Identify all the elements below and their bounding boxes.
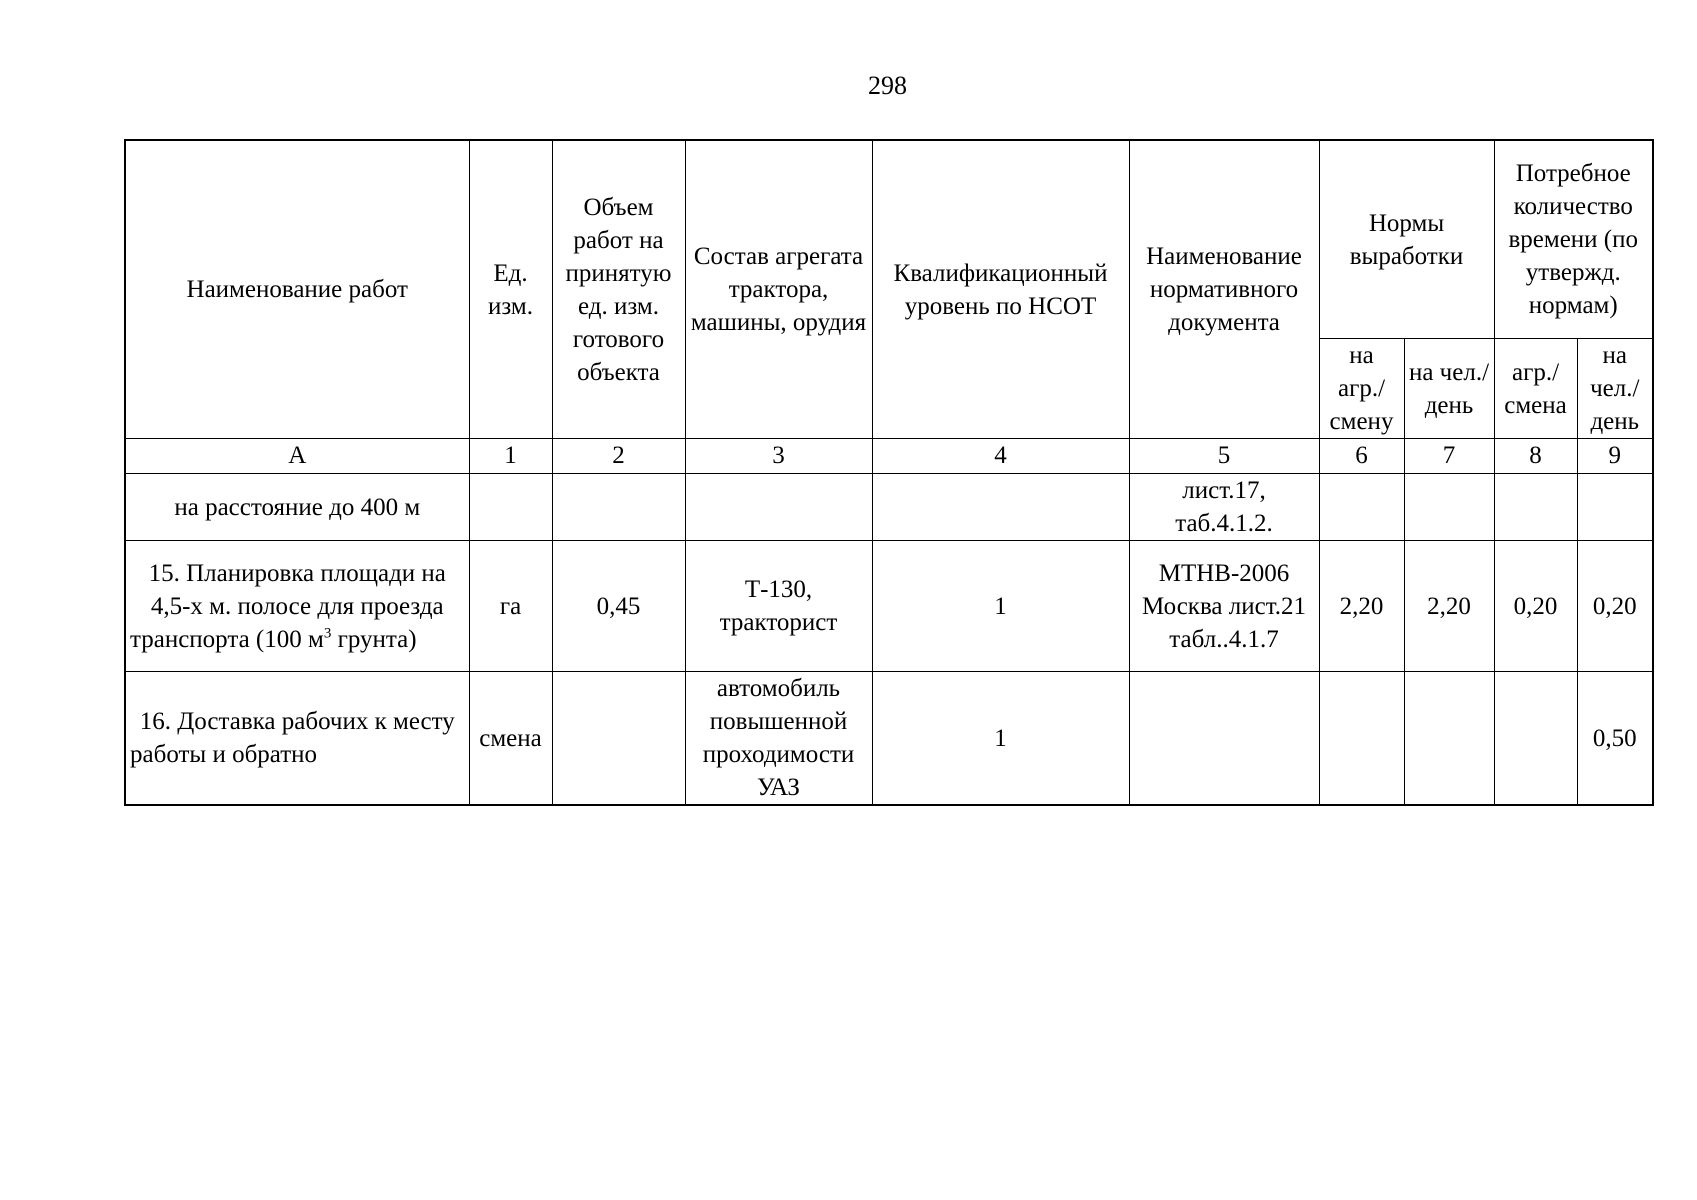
norm-agr-cell: 2,20 (1319, 541, 1404, 672)
qualification-cell (872, 474, 1129, 541)
work-name-cell: 16. Доставка рабочих к месту работы и обратно (125, 672, 469, 806)
subheader-time-unit-shift: агр./ смена (1494, 339, 1577, 439)
unit-cell (469, 474, 552, 541)
header-volume: Объем работ на принятую ед. изм. готового объекта (552, 140, 685, 439)
column-number: 1 (469, 439, 552, 474)
time-agr-cell (1494, 474, 1577, 541)
qualification-cell: 1 (872, 672, 1129, 806)
composition-cell (685, 474, 872, 541)
table-row (125, 541, 1653, 672)
norm-man-cell (1404, 672, 1494, 806)
header-work-name: Наименование работ (125, 140, 469, 439)
document-cell: лист.17, таб.4.1.2. (1129, 474, 1319, 541)
document-cell: МТНВ-2006 Москва лист.21 табл..4.1.7 (1129, 541, 1319, 672)
qualification-cell: 1 (872, 541, 1129, 672)
time-man-cell: 0,50 (1577, 672, 1653, 806)
subheader-time-per-man-day: на чел./ день (1577, 339, 1653, 439)
time-man-cell: 0,20 (1577, 541, 1653, 672)
superscript-exponent: 3 (323, 625, 332, 642)
unit-cell: га (469, 541, 552, 672)
document-cell (1129, 672, 1319, 806)
table-row (125, 672, 1653, 806)
unit-cell: смена (469, 672, 552, 806)
table-row (125, 474, 1653, 541)
column-number: 6 (1319, 439, 1404, 474)
norm-man-cell (1404, 474, 1494, 541)
norm-agr-cell (1319, 672, 1404, 806)
page-number: 298 (868, 71, 907, 100)
subheader-norm-per-unit-shift: на агр./ смену (1319, 339, 1404, 439)
header-composition: Состав агрегата трактора, машины, орудия (685, 140, 872, 439)
time-man-cell (1577, 474, 1653, 541)
header-required-time: Потребное количество времени (по утвержд. нормам) (1494, 140, 1653, 339)
column-number: 9 (1577, 439, 1653, 474)
time-agr-cell (1494, 672, 1577, 806)
composition-cell: Т-130, тракторист (685, 541, 872, 672)
header-document: Наименование нормативного документа (1129, 140, 1319, 439)
header-output-norms: Нормы выработки (1319, 140, 1494, 339)
subheader-norm-per-man-day: на чел./ день (1404, 339, 1494, 439)
works-table (124, 139, 1654, 806)
header-qualification: Квалификационный уровень по НСОТ (872, 140, 1129, 439)
volume-cell (552, 672, 685, 806)
norm-man-cell: 2,20 (1404, 541, 1494, 672)
time-agr-cell: 0,20 (1494, 541, 1577, 672)
volume-cell: 0,45 (552, 541, 685, 672)
column-number: 7 (1404, 439, 1494, 474)
volume-cell (552, 474, 685, 541)
work-name-cell: на расстояние до 400 м (125, 474, 469, 541)
column-number: 2 (552, 439, 685, 474)
header-unit: Ед. изм. (469, 140, 552, 439)
composition-cell: автомобиль повышенной проходимости УАЗ (685, 672, 872, 806)
work-name-tail: грунта) (331, 625, 417, 653)
column-number: А (125, 439, 469, 474)
column-number: 5 (1129, 439, 1319, 474)
column-number-row (125, 439, 1653, 474)
work-name-text: 15. Планировка площади на 4,5-х м. полосе для проезда транспорта (100 м (130, 559, 446, 653)
column-number: 8 (1494, 439, 1577, 474)
work-name-cell (125, 541, 469, 672)
column-number: 4 (872, 439, 1129, 474)
header-row (125, 140, 1653, 339)
norm-agr-cell (1319, 474, 1404, 541)
column-number: 3 (685, 439, 872, 474)
